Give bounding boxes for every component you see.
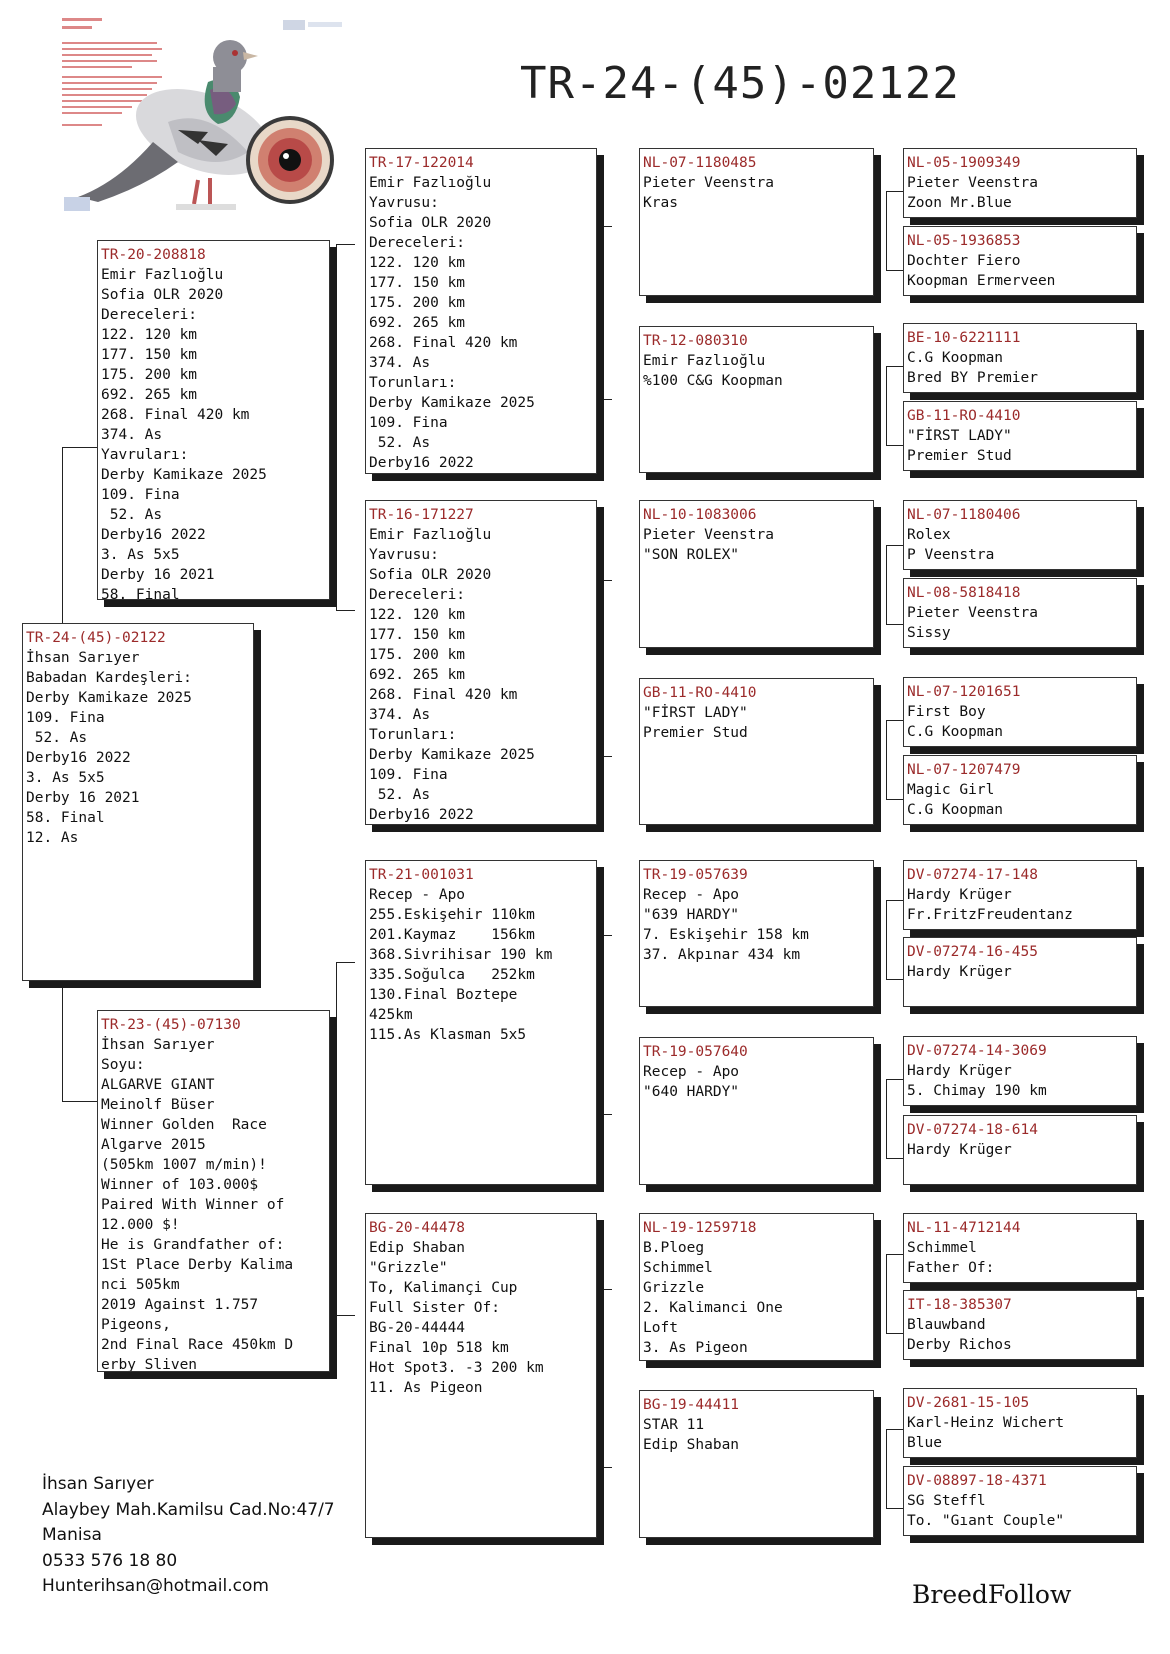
pedigree-card-gen4[interactable]: [903, 677, 1137, 747]
card-line: "SON ROLEX": [643, 547, 740, 563]
owner-address: Alaybey Mah.Kamilsu Cad.No:47/7: [42, 1499, 335, 1520]
card-line: "FİRST LADY": [643, 705, 748, 721]
connector: [336, 962, 355, 1316]
card-line: Algarve 2015: [101, 1137, 206, 1153]
card-line: 12. As: [26, 830, 79, 846]
pedigree-card-gen3[interactable]: [639, 148, 874, 296]
card-line: 175. 200 km: [101, 367, 198, 383]
pedigree-card-gen3[interactable]: [639, 1213, 874, 1361]
card-line: 177. 150 km: [101, 347, 198, 363]
card-lines: [101, 265, 326, 600]
connector: [886, 545, 904, 625]
card-line: 7. Eskişehir 158 km: [643, 927, 809, 943]
card-line: Derby16 2022: [369, 807, 474, 823]
card-line: Grizzle: [643, 1280, 705, 1296]
card-line: 335.Soğulca 252km: [369, 967, 535, 983]
ring-number: TR-19-057640: [643, 1044, 748, 1060]
card-line: 109. Fina: [369, 415, 448, 431]
pigeon-photo-icon: [58, 12, 348, 220]
card-line: Recep - Apo: [643, 1064, 740, 1080]
card-line: SG Steffl: [907, 1493, 986, 1509]
connector: [886, 1079, 904, 1159]
pedigree-card-gen3[interactable]: [639, 326, 874, 473]
card-line: Derby Kamikaze 2025: [369, 395, 535, 411]
card-line: 3. As 5x5: [26, 770, 105, 786]
card-line: "639 HARDY": [643, 907, 740, 923]
card-lines: [643, 173, 870, 213]
card-line: %100 C&G Koopman: [643, 373, 783, 389]
card-line: 3. As 5x5: [101, 547, 180, 563]
ring-number: TR-12-080310: [643, 333, 748, 349]
card-line: Premier Stud: [643, 725, 748, 741]
card-line: Sofia OLR 2020: [369, 215, 492, 231]
card-line: 175. 200 km: [369, 295, 466, 311]
card-line: 201.Kaymaz 156km: [369, 927, 535, 943]
pedigree-card-gen3[interactable]: [639, 1037, 874, 1185]
card-line: Derby16 2022: [26, 750, 131, 766]
card-line: 374. As: [369, 355, 431, 371]
pedigree-card-gen4[interactable]: [903, 578, 1137, 648]
card-line: 109. Fina: [369, 767, 448, 783]
pedigree-card-gen3[interactable]: [639, 500, 874, 648]
pedigree-card-gen4[interactable]: [903, 860, 1137, 930]
card-line: "FİRST LADY": [907, 428, 1012, 444]
card-line: Schimmel: [643, 1260, 713, 1276]
card-line: Rolex: [907, 527, 951, 543]
card-line: Meinolf Büser: [101, 1097, 215, 1113]
card-line: (505km 1007 m/min)!: [101, 1157, 267, 1173]
card-line: 122. 120 km: [369, 255, 466, 271]
card-line: Final 10p 518 km: [369, 1340, 509, 1356]
card-line: Babadan Kardeşleri:: [26, 670, 192, 686]
card-line: 2019 Against 1.757: [101, 1297, 259, 1313]
card-lines: [907, 1238, 1133, 1278]
ring-number: DV-08897-18-4371: [907, 1473, 1047, 1489]
ring-number: TR-16-171227: [369, 507, 474, 523]
card-line: Recep - Apo: [643, 887, 740, 903]
card-line: Edip Shaban: [643, 1437, 740, 1453]
card-lines: [369, 525, 593, 825]
card-line: 11. As Pigeon: [369, 1380, 483, 1396]
ring-number: TR-17-122014: [369, 155, 474, 171]
card-line: Pieter Veenstra: [643, 527, 774, 543]
card-line: Soyu:: [101, 1057, 145, 1073]
card-line: Zoon Mr.Blue: [907, 195, 1012, 211]
ring-number: TR-21-001031: [369, 867, 474, 883]
ring-number: DV-2681-15-105: [907, 1395, 1030, 1411]
ring-number: GB-11-RO-4410: [907, 408, 1021, 424]
card-lines: [907, 885, 1133, 925]
card-lines: [907, 173, 1133, 213]
pedigree-card-gen3[interactable]: [639, 1390, 874, 1538]
pedigree-card-gen4[interactable]: [903, 1466, 1137, 1536]
connector: [886, 1254, 904, 1334]
connector: [886, 1429, 904, 1509]
ring-number: NL-07-1180485: [643, 155, 757, 171]
card-line: Winner Golden Race: [101, 1117, 267, 1133]
ring-number: TR-20-208818: [101, 247, 206, 263]
card-line: Hot Spot3. -3 200 km: [369, 1360, 544, 1376]
card-line: 268. Final 420 km: [369, 335, 518, 351]
card-line: Blue: [907, 1435, 942, 1451]
card-line: 175. 200 km: [369, 647, 466, 663]
pedigree-card-gen2[interactable]: [365, 860, 597, 1185]
card-line: Dereceleri:: [101, 307, 198, 323]
pedigree-card-gen4[interactable]: [903, 148, 1137, 218]
card-line: 2nd Final Race 450km D: [101, 1337, 294, 1353]
card-line: Pieter Veenstra: [907, 175, 1038, 191]
card-line: 12.000 $!: [101, 1217, 180, 1233]
card-line: "640 HARDY": [643, 1084, 740, 1100]
pedigree-card-gen4[interactable]: [903, 1213, 1137, 1283]
card-line: 374. As: [101, 427, 163, 443]
card-line: Emir Fazlıoğlu: [101, 267, 224, 283]
card-lines: [907, 603, 1133, 643]
pedigree-card-gen4[interactable]: [903, 226, 1137, 296]
card-line: Pigeons,: [101, 1317, 171, 1333]
card-line: 5. Chimay 190 km: [907, 1083, 1047, 1099]
card-line: 130.Final Boztepe: [369, 987, 518, 1003]
card-line: Hardy Krüger: [907, 964, 1012, 980]
pedigree-card-gen4[interactable]: [903, 500, 1137, 570]
card-line: 177. 150 km: [369, 275, 466, 291]
card-line: Derby Richos: [907, 1337, 1012, 1353]
card-lines: [101, 1035, 326, 1372]
owner-name: İhsan Sarıyer: [42, 1474, 154, 1494]
pedigree-card-gen4[interactable]: [903, 401, 1137, 471]
connector: [886, 900, 904, 980]
card-line: Emir Fazlıoğlu: [369, 527, 492, 543]
card-line: Derby 16 2021: [26, 790, 140, 806]
ring-number: TR-19-057639: [643, 867, 748, 883]
card-lines: [907, 251, 1133, 291]
card-line: C.G Koopman: [907, 724, 1004, 740]
card-line: 374. As: [369, 707, 431, 723]
pedigree-card-gen4[interactable]: [903, 1290, 1137, 1360]
card-line: 268. Final 420 km: [369, 687, 518, 703]
card-lines: [369, 885, 593, 1045]
pedigree-card-subject[interactable]: [22, 623, 254, 981]
card-line: Magic Girl: [907, 782, 995, 798]
card-line: 1St Place Derby Kalima: [101, 1257, 294, 1273]
ring-number: DV-07274-17-148: [907, 867, 1038, 883]
pedigree-card-gen2[interactable]: [365, 500, 597, 825]
card-lines: [907, 1491, 1133, 1531]
card-lines: [907, 525, 1133, 565]
ring-number: NL-07-1180406: [907, 507, 1021, 523]
card-lines: [907, 702, 1133, 742]
card-line: Sofia OLR 2020: [369, 567, 492, 583]
connector: [886, 366, 904, 446]
ring-number: TR-23-(45)-07130: [101, 1017, 241, 1033]
pedigree-card-gen4[interactable]: [903, 937, 1137, 1007]
card-line: ALGARVE GIANT: [101, 1077, 215, 1093]
pedigree-card-gen4[interactable]: [903, 755, 1137, 825]
card-line: 109. Fina: [101, 487, 180, 503]
card-line: Emir Fazlıoğlu: [369, 175, 492, 191]
card-line: nci 505km: [101, 1277, 180, 1293]
card-line: Sofia OLR 2020: [101, 287, 224, 303]
card-line: Premier Stud: [907, 448, 1012, 464]
ring-number: NL-11-4712144: [907, 1220, 1021, 1236]
card-line: 52. As: [101, 507, 163, 523]
ring-number: BG-20-44478: [369, 1220, 466, 1236]
card-lines: [643, 1062, 870, 1102]
card-line: Winner of 103.000$: [101, 1177, 259, 1193]
card-lines: [26, 648, 250, 848]
ring-number: NL-05-1936853: [907, 233, 1021, 249]
card-line: 255.Eskişehir 110km: [369, 907, 535, 923]
pedigree-card-gen4[interactable]: [903, 1388, 1137, 1458]
card-line: Yavruları:: [101, 447, 189, 463]
card-line: 122. 120 km: [369, 607, 466, 623]
card-line: 122. 120 km: [101, 327, 198, 343]
ring-number: NL-07-1201651: [907, 684, 1021, 700]
pedigree-card-gen4[interactable]: [903, 1115, 1137, 1185]
owner-city: Manisa: [42, 1525, 102, 1545]
card-line: "Grizzle": [369, 1260, 448, 1276]
ring-number: NL-10-1083006: [643, 507, 757, 523]
ring-number: NL-07-1207479: [907, 762, 1021, 778]
card-line: 692. 265 km: [369, 315, 466, 331]
ring-number: DV-07274-16-455: [907, 944, 1038, 960]
card-line: Koopman Ermerveen: [907, 273, 1056, 289]
connector: [886, 720, 904, 800]
card-line: 692. 265 km: [369, 667, 466, 683]
card-lines: [643, 1238, 870, 1358]
card-line: To. "Gıant Couple": [907, 1513, 1065, 1529]
brand-logo: BreedFollow: [912, 1580, 1072, 1609]
card-lines: [907, 1315, 1133, 1355]
card-line: C.G Koopman: [907, 350, 1004, 366]
card-line: 58. Final: [26, 810, 105, 826]
card-line: Derby 16 2021: [101, 567, 215, 583]
card-line: Paired With Winner of: [101, 1197, 285, 1213]
ring-number: BE-10-6221111: [907, 330, 1021, 346]
card-line: Kras: [643, 195, 678, 211]
card-line: 52. As: [369, 435, 431, 451]
card-line: P Veenstra: [907, 547, 995, 563]
ring-number: NL-08-5818418: [907, 585, 1021, 601]
card-line: Sissy: [907, 625, 951, 641]
card-lines: [369, 1238, 593, 1398]
card-line: Full Sister Of:: [369, 1300, 500, 1316]
pedigree-card-gen3[interactable]: [639, 860, 874, 1007]
pedigree-card-gen2[interactable]: [365, 1213, 597, 1538]
ring-number: GB-11-RO-4410: [643, 685, 757, 701]
card-line: Hardy Krüger: [907, 1142, 1012, 1158]
card-line: İhsan Sarıyer: [101, 1037, 215, 1053]
ring-number: NL-19-1259718: [643, 1220, 757, 1236]
card-line: Emir Fazlıoğlu: [643, 353, 766, 369]
card-line: B.Ploeg: [643, 1240, 705, 1256]
card-lines: [643, 885, 870, 965]
card-line: To, Kalimançi Cup: [369, 1280, 518, 1296]
ring-number: IT-18-385307: [907, 1297, 1012, 1313]
card-line: C.G Koopman: [907, 802, 1004, 818]
card-lines: [907, 426, 1133, 466]
ring-number: DV-07274-14-3069: [907, 1043, 1047, 1059]
card-line: Dereceleri:: [369, 587, 466, 603]
pedigree-card-gen4[interactable]: [903, 1036, 1137, 1106]
ring-number: TR-24-(45)-02122: [26, 630, 166, 646]
card-lines: [643, 525, 870, 565]
card-line: First Boy: [907, 704, 986, 720]
card-line: 115.As Klasman 5x5: [369, 1027, 527, 1043]
owner-phone: 0533 576 18 80: [42, 1550, 178, 1571]
card-line: Derby Kamikaze 2025: [369, 747, 535, 763]
pedigree-card-sire[interactable]: [97, 240, 330, 600]
card-lines: [643, 351, 870, 391]
card-lines: [369, 173, 593, 473]
page-title: TR-24-(45)-02122: [520, 58, 960, 109]
card-line: erby Sliven: [101, 1357, 198, 1372]
owner-contact: [42, 1472, 335, 1600]
card-line: Fr.FritzFreudentanz: [907, 907, 1073, 923]
card-line: Yavrusu:: [369, 195, 439, 211]
card-line: Karl-Heinz Wichert: [907, 1415, 1065, 1431]
card-lines: [907, 1413, 1133, 1453]
card-line: Derby Kamikaze 2025: [26, 690, 192, 706]
connector: [336, 244, 355, 611]
card-line: Loft: [643, 1320, 678, 1336]
card-line: Hardy Krüger: [907, 887, 1012, 903]
card-line: 2. Kalimanci One: [643, 1300, 783, 1316]
ring-number: DV-07274-18-614: [907, 1122, 1038, 1138]
ring-number: NL-05-1909349: [907, 155, 1021, 171]
pedigree-card-dam[interactable]: [97, 1010, 330, 1372]
pedigree-card-gen2[interactable]: [365, 148, 597, 474]
card-line: Derby16 2022: [369, 455, 474, 471]
card-lines: [907, 348, 1133, 388]
card-line: Edip Shaban: [369, 1240, 466, 1256]
card-line: Torunları:: [369, 375, 457, 391]
card-line: Pieter Veenstra: [643, 175, 774, 191]
card-line: 37. Akpınar 434 km: [643, 947, 801, 963]
card-line: Yavrusu:: [369, 547, 439, 563]
card-line: İhsan Sarıyer: [26, 650, 140, 666]
pedigree-card-gen3[interactable]: [639, 678, 874, 825]
card-line: Dereceleri:: [369, 235, 466, 251]
card-lines: [907, 1061, 1133, 1101]
card-line: 58. Final: [101, 587, 180, 600]
card-line: Father Of:: [907, 1260, 995, 1276]
owner-email[interactable]: Hunterihsan@hotmail.com: [42, 1576, 269, 1596]
card-lines: [643, 703, 870, 743]
card-line: 368.Sivrihisar 190 km: [369, 947, 553, 963]
card-line: 425km: [369, 1007, 413, 1023]
card-line: 3. As Pigeon: [643, 1340, 748, 1356]
pedigree-card-gen4[interactable]: [903, 323, 1137, 393]
card-lines: [907, 962, 1133, 982]
card-line: Torunları:: [369, 727, 457, 743]
card-line: 177. 150 km: [369, 627, 466, 643]
card-line: Bred BY Premier: [907, 370, 1038, 386]
card-line: 52. As: [369, 787, 431, 803]
card-line: He is Grandfather of:: [101, 1237, 285, 1253]
card-line: Blauwband: [907, 1317, 986, 1333]
card-line: 109. Fina: [26, 710, 105, 726]
ring-number: BG-19-44411: [643, 1397, 740, 1413]
card-line: BG-20-44444: [369, 1320, 466, 1336]
card-line: Derby Kamikaze 2025: [101, 467, 267, 483]
card-lines: [907, 780, 1133, 820]
card-line: STAR 11: [643, 1417, 705, 1433]
card-line: 52. As: [26, 730, 88, 746]
card-line: Hardy Krüger: [907, 1063, 1012, 1079]
card-lines: [643, 1415, 870, 1455]
card-line: Derby16 2022: [101, 527, 206, 543]
card-line: 268. Final 420 km: [101, 407, 250, 423]
card-line: 692. 265 km: [101, 387, 198, 403]
connector: [886, 191, 904, 271]
card-lines: [907, 1140, 1133, 1160]
card-line: Pieter Veenstra: [907, 605, 1038, 621]
card-line: Schimmel: [907, 1240, 977, 1256]
card-line: Recep - Apo: [369, 887, 466, 903]
card-line: Dochter Fiero: [907, 253, 1021, 269]
